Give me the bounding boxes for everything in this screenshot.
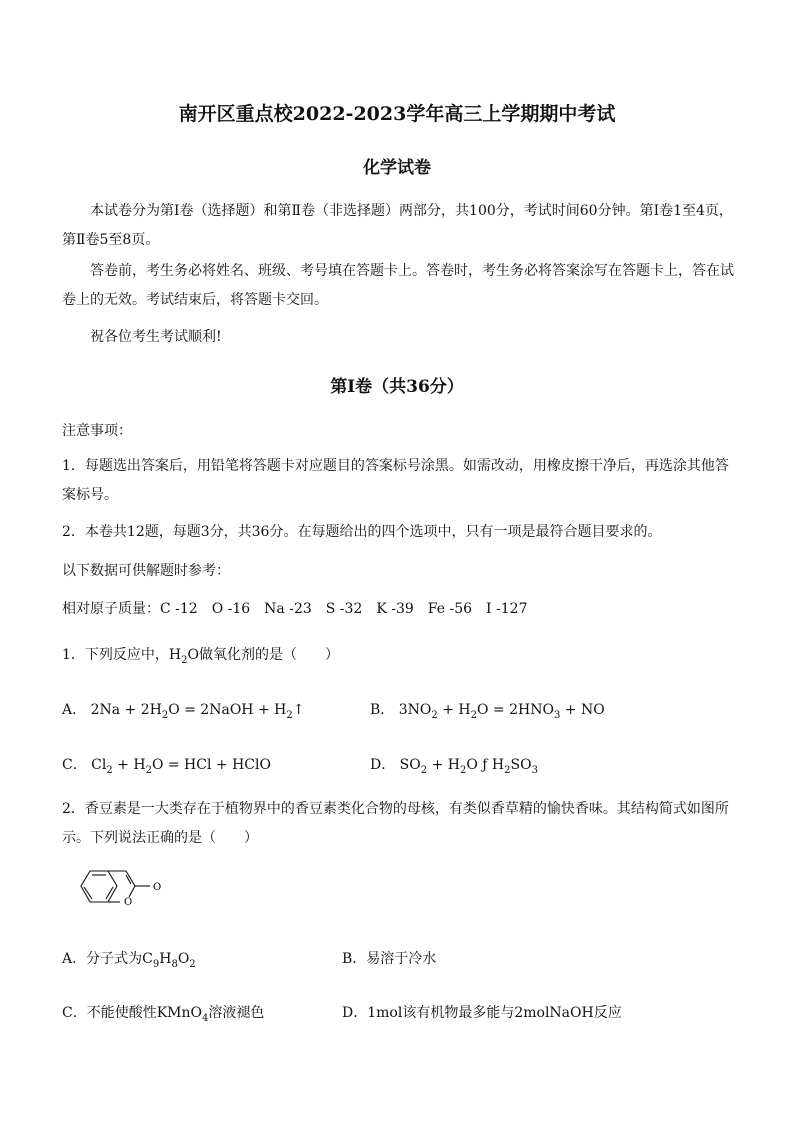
q1-option-d: D． $SO_2 + H_2O$ ƒ $H_2SO_3$ — [370, 757, 538, 776]
carbonyl-oxygen-label: O — [153, 882, 162, 893]
ring-oxygen-label: O — [124, 897, 133, 908]
notice-label: 注意事项： — [62, 423, 132, 439]
intro-paragraph-3: 祝各位考生考试顺利! — [90, 329, 222, 345]
notice-item-2: 2．本卷共12题，每题3分，共36分。在每题给出的四个选项中，只有一项是最符合题目要求的。 — [62, 524, 662, 540]
q1-option-b: B． $3NO_2 + H_2O = 2HNO_3$ + NO — [370, 702, 605, 721]
q2-stem: 2．香豆素是一大类存在于植物界中的香豆素类化合物的母核，有类似香草精的愉快香味。其结构简式如图所示。下列说法正确的是（ ） — [62, 801, 729, 846]
section-heading: 第Ⅰ卷（共36分） — [330, 377, 464, 397]
q1-option-a: A． $2Na + 2H_2O$ = 2NaOH + $H_2↑$ — [62, 702, 305, 721]
q2-option-c: C．不能使酸性KMnO$_4$溶液褪色 — [62, 1005, 265, 1024]
q1-option-c: C． $Cl_2 + H_2O$ = HCl + HClO — [62, 757, 271, 776]
atomic-mass-line: 相对原子质量：C -12 O -16 Na -23 S -32 K -39 Fe -56 I -127 — [62, 601, 528, 617]
q1-stem: 1．下列反应中，$H_2O$做氧化剂的是（ ） — [62, 647, 339, 666]
reference-label: 以下数据可供解题时参考： — [62, 563, 230, 579]
exam-title: 南开区重点校2022-2023学年高三上学期期中考试 — [178, 103, 616, 125]
exam-subject: 化学试卷 — [363, 158, 431, 178]
notice-item-1: 1．每题选出答案后，用铅笔将答题卡对应题目的答案标号涂黑。如需改动，用橡皮擦干净后，再选涂其他答案标号。 — [62, 458, 729, 503]
q2-option-b: B．易溶于冷水 — [342, 951, 437, 967]
coumarin-structure-diagram — [68, 862, 178, 924]
intro-paragraph-2: 答卷前，考生务必将姓名、班级、考号填在答题卡上。答卷时，考生务必将答案涂写在答题卡上，答在试卷上的无效。考试结束后，将答题卡交回。 — [62, 263, 734, 308]
intro-paragraph-1: 本试卷分为第Ⅰ卷（选择题）和第Ⅱ卷（非选择题）两部分，共100分，考试时间60分钟。第Ⅰ卷1至4页，第Ⅱ卷5至8页。 — [62, 203, 733, 248]
q2-option-d: D．1mol该有机物最多能与2molNaOH反应 — [342, 1005, 622, 1021]
q2-option-a: A．分子式为$C_9H_8O_2$ — [62, 951, 196, 970]
